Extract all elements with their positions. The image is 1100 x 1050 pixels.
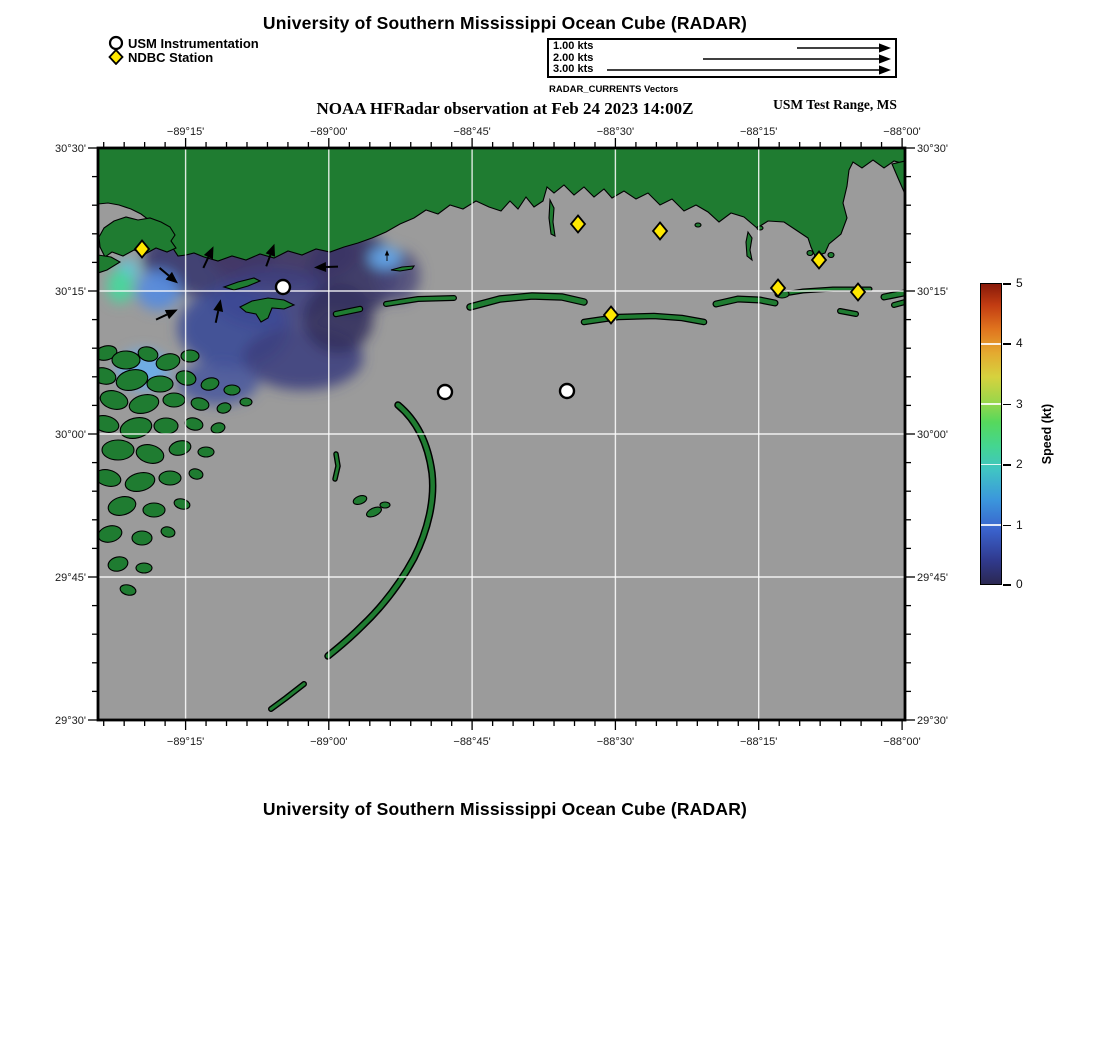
marsh-island — [102, 440, 134, 460]
axis-label-right: 29°45' — [917, 572, 948, 584]
colorbar-tick — [1003, 464, 1011, 466]
marsh-island — [147, 376, 173, 392]
page-title-top: University of Southern Mississippi Ocean Cube (RADAR) — [262, 13, 748, 33]
symbol-legend — [108, 36, 259, 64]
colorbar — [980, 283, 1002, 585]
usm-station-marker — [560, 384, 574, 398]
axis-label-top: −88°30' — [596, 126, 635, 138]
axis-label-bottom: −88°15' — [739, 736, 778, 748]
colorbar-tick-label: 2 — [1016, 457, 1023, 472]
marsh-island — [198, 447, 214, 457]
map — [48, 118, 958, 754]
range-label: USM Test Range, MS — [773, 97, 897, 112]
colorbar-gridline — [981, 343, 1001, 345]
marsh-island — [163, 393, 185, 407]
colorbar-tick — [1003, 283, 1011, 285]
marsh-island — [224, 385, 240, 395]
colorbar-title: Speed (kt) — [1040, 403, 1054, 465]
scale-arrow-2kt — [703, 54, 891, 63]
axis-label-left: 30°00' — [55, 429, 86, 441]
colorbar-gridline — [981, 464, 1001, 466]
axis-label-left: 29°45' — [55, 572, 86, 584]
axis-label-left: 30°15' — [55, 286, 86, 298]
page-title-bottom: University of Southern Mississippi Ocean Cube (RADAR) — [262, 799, 748, 819]
colorbar-gridline — [981, 524, 1001, 526]
axis-label-bottom: −89°15' — [166, 736, 205, 748]
axis-label-left: 29°30' — [55, 715, 86, 727]
colorbar-tick — [1003, 584, 1011, 586]
usm-station-marker — [276, 280, 290, 294]
colorbar-tick — [1003, 404, 1011, 406]
marsh-island — [132, 531, 152, 545]
vector-scale-label-3: 3.00 kts — [553, 63, 594, 76]
axis-label-top: −88°00' — [883, 126, 921, 138]
colorbar-gridline — [981, 403, 1001, 405]
axis-label-top: −88°15' — [739, 126, 778, 138]
vector-scale-caption: RADAR_CURRENTS Vectors — [549, 84, 679, 95]
colorbar-gradient — [981, 284, 1001, 584]
colorbar-tick-label: 5 — [1016, 276, 1023, 290]
legend-usm-label: USM Instrumentation — [128, 35, 259, 51]
colorbar-tick-label: 1 — [1016, 517, 1023, 532]
vector-scale-label-1: 1.00 kts — [553, 40, 594, 52]
axis-label-right: 30°15' — [917, 286, 948, 298]
scale-arrow-3kt — [607, 65, 891, 74]
colorbar-tick — [1003, 343, 1011, 345]
vector-scale-box — [547, 38, 897, 78]
axis-label-bottom: −89°00' — [310, 736, 348, 748]
colorbar-tick-label: 4 — [1016, 336, 1023, 351]
axis-label-top: −89°15' — [166, 126, 205, 138]
axis-label-bottom: −88°00' — [883, 736, 921, 748]
colorbar-tick — [1003, 525, 1011, 527]
marsh-island — [112, 351, 140, 369]
axis-label-right: 30°00' — [917, 429, 948, 441]
ndbc-diamond-icon — [108, 49, 125, 65]
axis-label-right: 30°30' — [917, 143, 948, 155]
colorbar-tick-label: 0 — [1016, 577, 1023, 591]
marsh-island — [136, 563, 152, 573]
observation-title: NOAA HFRadar observation at Feb 24 2023 14:00Z — [316, 99, 694, 118]
axis-label-top: −89°00' — [310, 126, 348, 138]
scale-arrow-1kt — [797, 43, 891, 52]
marsh-island — [181, 350, 199, 362]
marsh-island — [143, 503, 165, 517]
axis-label-bottom: −88°45' — [453, 736, 491, 748]
usm-station-marker — [438, 385, 452, 399]
marsh-island — [154, 418, 178, 434]
axis-label-bottom: −88°30' — [596, 736, 635, 748]
legend-row-ndbc — [108, 50, 259, 64]
legend-row-usm — [108, 36, 259, 50]
marsh-island — [159, 471, 181, 485]
axis-label-left: 30°30' — [55, 143, 86, 155]
vector-scale-label-2: 2.00 kts — [553, 51, 594, 64]
axis-label-top: −88°45' — [453, 126, 491, 138]
vector-scale-arrows — [549, 40, 895, 76]
colorbar-tick-label: 3 — [1016, 396, 1023, 411]
axis-label-right: 29°30' — [917, 715, 948, 727]
legend-ndbc-label: NDBC Station — [128, 49, 214, 65]
marsh-island — [240, 398, 252, 406]
